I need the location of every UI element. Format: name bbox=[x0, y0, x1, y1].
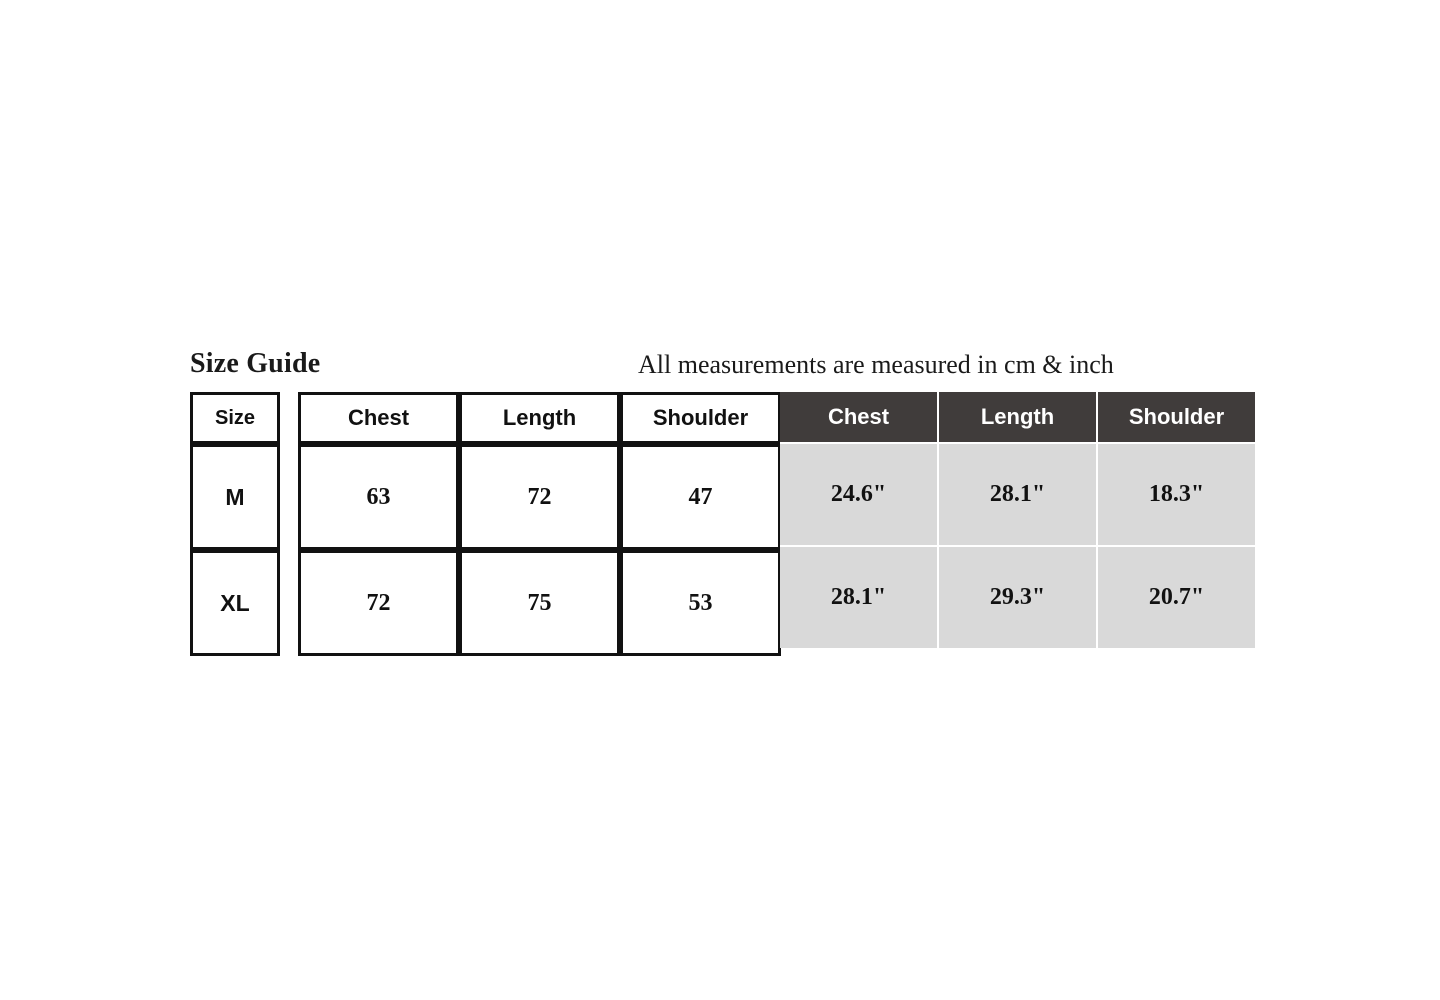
table-row bbox=[780, 443, 1255, 546]
table-row bbox=[190, 444, 781, 550]
column-gap bbox=[280, 392, 298, 444]
cell-chest-inch: 24.6" bbox=[780, 443, 938, 546]
column-header-size: Size bbox=[190, 392, 280, 444]
measurement-note: All measurements are measured in cm & inch bbox=[638, 350, 1114, 379]
column-header-length: Length bbox=[459, 392, 620, 444]
cell-shoulder-inch: 18.3" bbox=[1097, 443, 1255, 546]
column-header-length-inch: Length bbox=[938, 392, 1097, 443]
cell-length-inch: 28.1" bbox=[938, 443, 1097, 546]
cm-size-table bbox=[190, 392, 781, 656]
column-header-shoulder-inch: Shoulder bbox=[1097, 392, 1255, 443]
table-header-row bbox=[780, 392, 1255, 443]
cell-chest-inch: 28.1" bbox=[780, 546, 938, 648]
table-row bbox=[190, 550, 781, 656]
cell-chest-cm: 72 bbox=[298, 550, 459, 656]
column-header-chest: Chest bbox=[298, 392, 459, 444]
cell-shoulder-cm: 53 bbox=[620, 550, 781, 656]
table-header-row bbox=[190, 392, 781, 444]
cell-shoulder-inch: 20.7" bbox=[1097, 546, 1255, 648]
inch-size-table bbox=[780, 392, 1255, 648]
page-title: Size Guide bbox=[190, 348, 321, 379]
column-gap bbox=[280, 550, 298, 656]
cell-size: M bbox=[190, 444, 280, 550]
cell-size: XL bbox=[190, 550, 280, 656]
cell-length-cm: 75 bbox=[459, 550, 620, 656]
column-gap bbox=[280, 444, 298, 550]
cell-chest-cm: 63 bbox=[298, 444, 459, 550]
column-header-chest-inch: Chest bbox=[780, 392, 938, 443]
cell-shoulder-cm: 47 bbox=[620, 444, 781, 550]
column-header-shoulder: Shoulder bbox=[620, 392, 781, 444]
cell-length-inch: 29.3" bbox=[938, 546, 1097, 648]
table-row bbox=[780, 546, 1255, 648]
cell-length-cm: 72 bbox=[459, 444, 620, 550]
